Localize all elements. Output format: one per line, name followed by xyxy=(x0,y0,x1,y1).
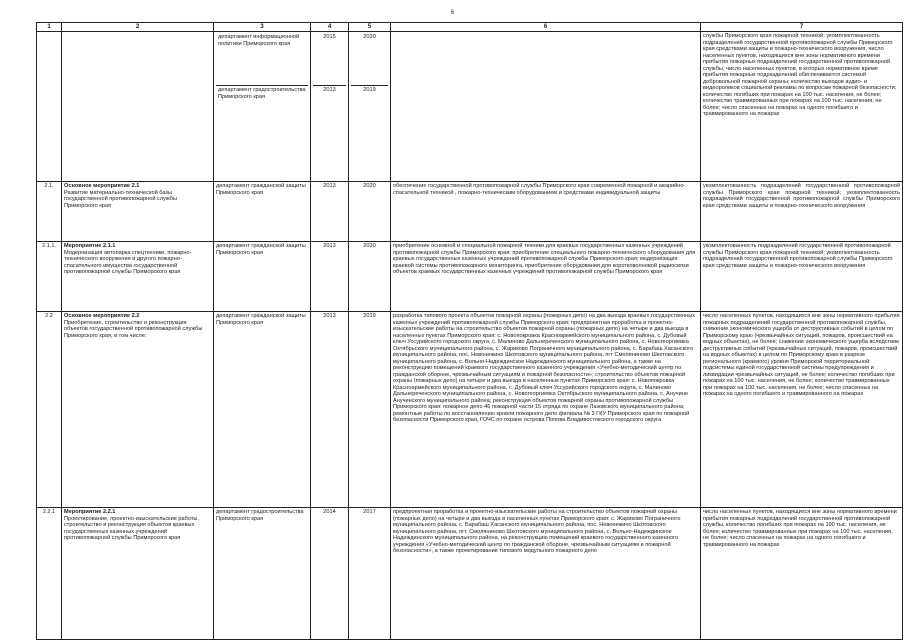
event-cell xyxy=(62,242,214,312)
event-title: Мероприятие 2.2.1 xyxy=(64,509,116,515)
row-number: 2.1. xyxy=(37,182,62,242)
event-description: Приобретение, строительство и реконструкция объектов государственной противопожарной службы Приморского края, в том числе: xyxy=(64,319,203,339)
header-col-6: 6 xyxy=(391,23,701,32)
header-row xyxy=(37,23,903,32)
row-number xyxy=(37,32,62,182)
result-cell: приобретение основной и специальной пожарной техники для краевых государственных казенных учреждений противопожарной службы Приморского края; приобретение специального пожарно-технического оборудования для краевых государственных казенных учреждений противопожарной службы Приморского края; модернизация краевой системы противопожарного мониторинга, приобретение оборудования для коротковолновой радиосвязи объектов краевых государственных казенных учреждений противопожарной службы Приморского края xyxy=(391,242,701,312)
end-year: 2020 xyxy=(363,34,376,40)
start-year: 2013 xyxy=(311,242,349,312)
row-number: 2.1.1. xyxy=(37,242,62,312)
header-col-4: 4 xyxy=(311,23,349,32)
start-year: 2013 xyxy=(313,85,346,95)
table-row xyxy=(37,182,903,242)
result-cell: разработка типового проекта объектов пожарной охраны (пожарных депо) на два выезда краевых государственных казенных учреждений противопожарной службы Приморского края; предпроектная проработка и проектно-изыскательские работы на строительство объектов пожарной охраны (пожарных депо) на четыре и два выезда в населенных пунктах Приморского края: с. Новопокровка Красноармейского муниципального района, с. Дубовый ключ Уссурийского городского округа, с. Малиново Дальнереченского муниципального района, с. Новогеоргиевка Октябрьского муниципального района, с. Жариково Пограничного муниципального района, с. Барабаш Хасанского муниципального района, пос. Новонежино Шкотовского муниципального района, пгт Смоляниново Шкотовского муниципального района, с. Вольно-Надеждинское Надеждинского муниципального района, а также на реконструкцию помещений краевого государственного казенного учреждения «Учебно-методический центр по гражданской обороне, чрезвычайным ситуациям и пожарной безопасности»; строительство объектов пожарной охраны (пожарных депо) на четыре и два выезда в населенных пунктах Приморского края: с. Новопокровка Красноармейского муниципального района, с. Дубовый ключ Уссурийского городского округа, с. Малиново Дальнереченского муниципального района, с. Новогеоргиевка Октябрьского муниципального района, с. Анучино Анучинского муниципального района; реконструкция объектов пожарной охраны противопожарной службы Приморского края: пожарное депо 46 пожарной части 15 отряда по охране Лазовского муниципального района; ремонтные работы по восстановлению кровли пожарного депо филиала № 3 ГКУ Приморского края по пожарной безопасности Приморского края, ГОЧС по охране острова Попова Владивостокского городского округа xyxy=(391,312,701,508)
page-number: 6 xyxy=(450,10,455,16)
event-cell xyxy=(62,508,214,640)
table-row xyxy=(37,508,903,640)
executor-name: департамент градостроительства Приморского края xyxy=(214,508,311,640)
table-row xyxy=(37,312,903,508)
executor-cell xyxy=(214,32,311,182)
indicators-cell: укомплектованность подразделений государственной противопожарной службы Приморского края пожарной техникой; укомплектованность подразделений государственной противопожарной службы Приморского края средствами защиты и пожарно-технического вооружения xyxy=(701,242,903,312)
event-description: Развитие материально-технической базы государственной противопожарной службы Приморского края xyxy=(64,189,177,209)
indicators-cell: укомплектованность подразделений государственной противопожарной службы Приморского края пожарной техникой; укомплектованность подразделений государственной противопожарной службы Приморского края средствами защиты и пожарно-технического вооружения xyxy=(701,182,903,242)
event-cell xyxy=(62,32,214,182)
executor-name: департамент гражданской защиты Приморского края xyxy=(214,312,311,508)
end-year: 2017 xyxy=(349,508,391,640)
result-cell: предпроектная проработка и проектно-изыскательские работы на строительство объектов пожарной охраны (пожарных депо) на четыре и два выезда в населенных пунктах Приморского края: с. Жариково Пограничного муниципального района, с. Барабаш Хасанского муниципального района, пос. Новонежино Шкотовского муниципального района, пгт. Смоляниново Шкотовского муниципального района, с. Вольно-Надеждинское Надеждинского муниципального района, на реконструкцию помещений краевого государственного казенного учреждения «Учебно-методический центр по гражданской обороне, чрезвычайным ситуациям и пожарной безопасности», а также проектирование типового модульного пожарного депо xyxy=(391,508,701,640)
event-title: Основное мероприятие 2.1 xyxy=(64,183,140,189)
end-year: 2020 xyxy=(349,242,391,312)
event-description: Проектирование, проектно-изыскательские работы, строительство и реконструкция объектов краевых государственных казенных учреждений противопожарной службы Приморского края xyxy=(64,515,199,541)
event-cell xyxy=(62,312,214,508)
header-col-7: 7 xyxy=(701,23,903,32)
indicators-cell: число населенных пунктов, находящихся вне зоны нормативного времени прибытия пожарных подразделений государственной противопожарной службы, количество погибших при пожарах на 100 тыс. населения, не более; количество травмированных при пожарах на 100 тыс. населения, не более; число спасенных на пожарах на одного погибшего и травмированного на пожарах xyxy=(701,508,903,640)
end-year: 2020 xyxy=(349,182,391,242)
program-events-table xyxy=(36,22,903,640)
start-year: 2013 xyxy=(311,182,349,242)
header-col-1: 1 xyxy=(37,23,62,32)
header-col-5: 5 xyxy=(349,23,391,32)
event-title: Основное мероприятие 2.2 xyxy=(64,313,140,319)
row-number: 2.2 xyxy=(37,312,62,508)
indicators-cell: службы Приморского края пожарной техникой; укомплектованность подразделений государственной противопожарной службы Приморского края средствами защиты и пожарно-технического вооружения, число населенных пунктов, находящихся вне зоны нормативного времени прибытия пожарных подразделений государственной противопожарной службы; число населенных пунктов, в которых нормативное время прибытия пожарных подразделений обеспечивается системой добровольной пожарной охраны; количество выходов аудио- и видеороликов социальной рекламы по вопросам пожарной безопасности; количество погибших при пожарах на 100 тыс. населения, не более; количество травмированных при пожарах на 100 тыс. населения, не более; число спасенных на пожарах на одного погибшего и травмированного на пожарах xyxy=(701,32,903,182)
executor-name: департамент гражданской защиты Приморского края xyxy=(214,182,311,242)
end-year-cell xyxy=(349,32,391,182)
header-col-3: 3 xyxy=(214,23,311,32)
table-row xyxy=(37,242,903,312)
row-number: 2.2.1 xyxy=(37,508,62,640)
event-cell xyxy=(62,182,214,242)
start-year-cell xyxy=(311,32,349,182)
table-row xyxy=(37,32,903,182)
end-year: 2019 xyxy=(351,85,388,95)
end-year: 2019 xyxy=(349,312,391,508)
executor-name: департамент градостроительства Приморского края xyxy=(216,85,308,101)
result-cell: обеспечение государственной противопожарной службы Приморского края современной пожарной и аварийно-спасательной техникой , пожарно-техническим оборудованием и средствами индивидуальной защиты xyxy=(391,182,701,242)
start-year: 2013 xyxy=(311,312,349,508)
event-title: Мероприятие 2.1.1 xyxy=(64,243,116,249)
result-cell xyxy=(391,32,701,182)
indicators-cell: число населенных пунктов, находящихся вне зоны нормативного прибытия пожарных подразделений государственной противопожарной службы, снижение экономического ущерба от деструктивных событий в целом по Приморскому краю (чрезвычайных ситуаций, пожаров, происшествий на водных объектах), не более; снижение экономического ущерба вследствие деструктивных событий (чрезвычайных ситуаций, пожаров, происшествий на водных объектах) в целом по Приморскому краю в разрезе регионального (краевого) уровня Приморской территориальной подсистемы единой государственной системы предупреждения и ликвидации чрезвычайных ситуаций, не более; количество погибших при пожарах на 100 тыс. населения, не более; количество травмированных при пожарах на 100 тыс. населения, не более; число спасенных на пожарах на одного погибшего и травмированного на пожарах xyxy=(701,312,903,508)
executor-name: департамент информационной политики Приморского края xyxy=(218,34,300,47)
start-year: 2014 xyxy=(311,508,349,640)
start-year: 2015 xyxy=(323,34,336,40)
header-col-2: 2 xyxy=(62,23,214,32)
event-description: Модернизация автопарка спецтехники, пожарно-технического вооружения и другого пожарно-спасательного имущества государственной противопожарной службы Приморского края xyxy=(64,249,192,275)
executor-name: департамент гражданской защиты Приморского края xyxy=(214,242,311,312)
